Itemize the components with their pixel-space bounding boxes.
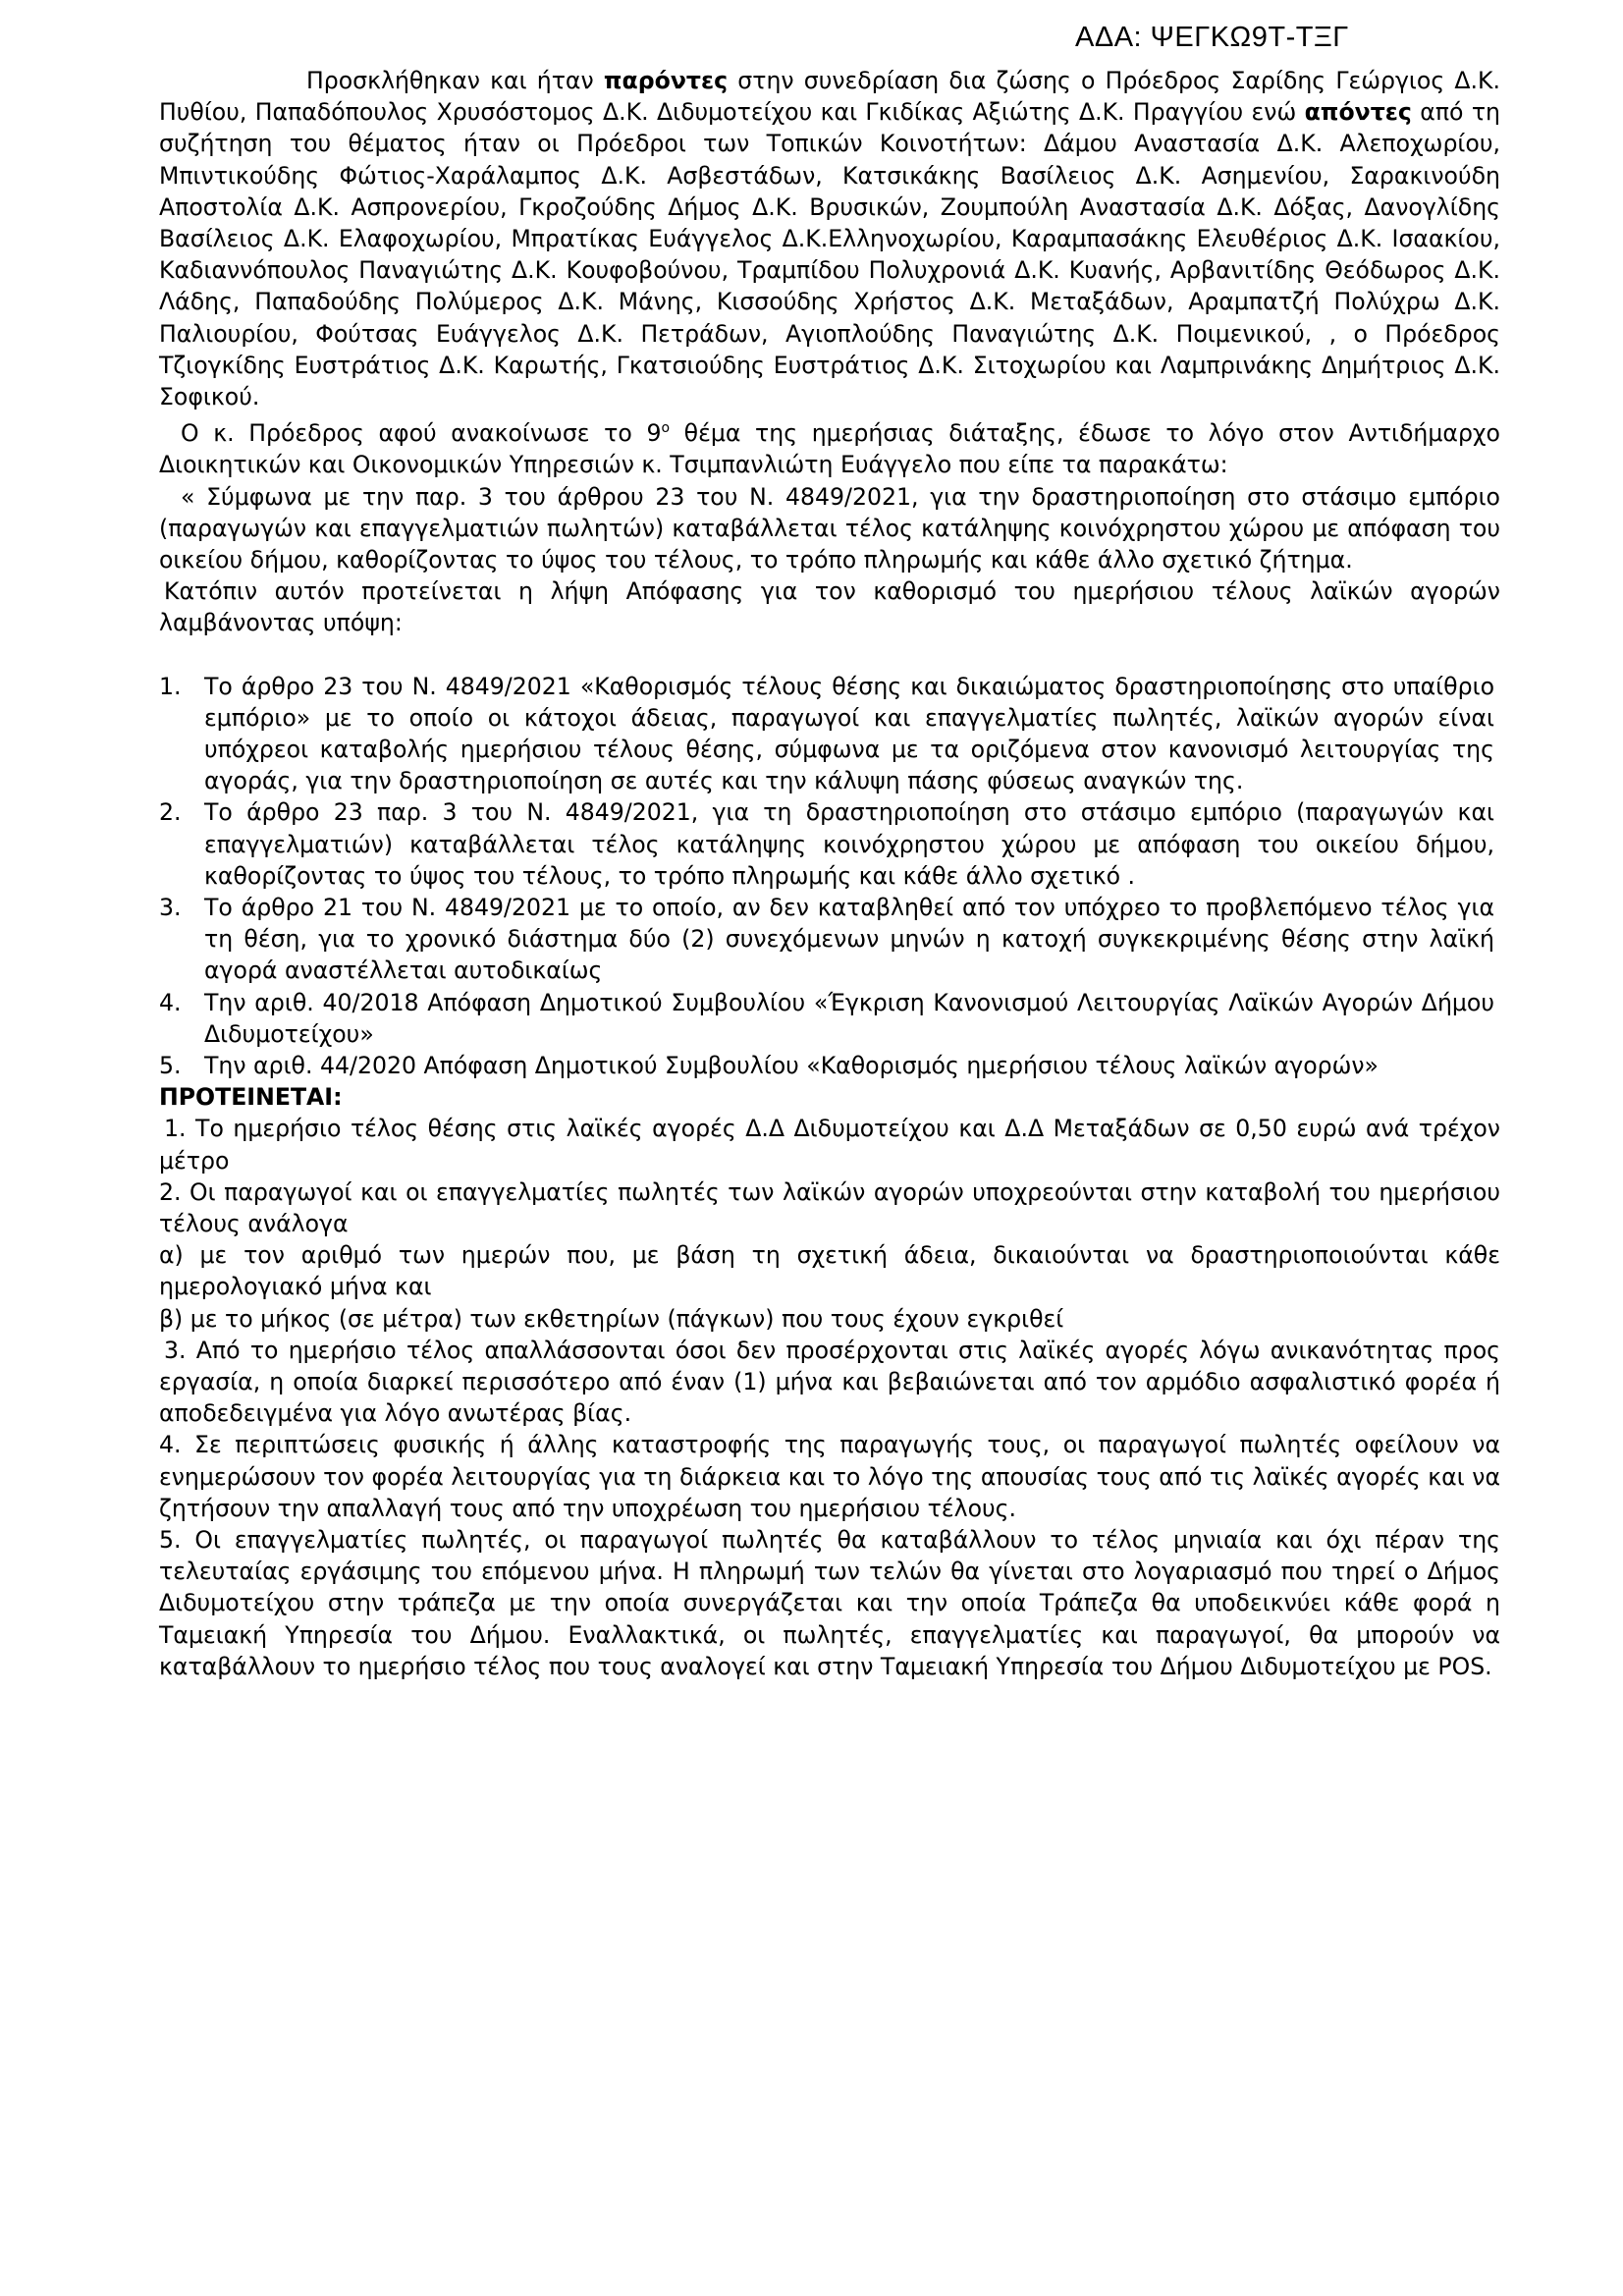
- ordinal-sup: ο: [661, 420, 671, 437]
- chair-text-1: Ο κ. Πρόεδρος αφού ανακοίνωσε το 9: [181, 419, 662, 448]
- list-item: [159, 892, 1500, 987]
- attendance-paragraph: [159, 65, 1500, 412]
- list-number: 5.: [159, 1051, 182, 1079]
- proposal-item-2b: β) με το μήκος (σε μέτρα) των εκθετηρίων (πάγκων) που τους έχουν εγκριθεί: [159, 1304, 1064, 1333]
- proposal-item-3: 3. Από το ημερήσιο τέλος απαλλάσσονται όσοι δεν προσέρχονται στις λαϊκές αγορές λόγω ανικανότητας προς εργασία, η οποία διαρκεί περισσότερο από έναν (1) μήνα και βεβαιώνεται από τον αρμόδιο ασφαλιστικό φορέα ή αποδεδειγμένα για λόγο ανωτέρας βίας.: [159, 1336, 1500, 1428]
- ada-code: ΑΔΑ: ΨΕΓΚΩ9Τ-ΤΞΓ: [1075, 22, 1349, 53]
- list-item: [159, 1050, 1500, 1081]
- list-number: 1.: [159, 672, 182, 700]
- proposal-item-2a: α) με τον αριθμό των ημερών που, με βάση τη σχετική άδεια, δικαιούνται να δραστηριοποιούνται κάθε ημερολογιακό μήνα και: [159, 1241, 1500, 1301]
- list-item: [159, 671, 1500, 797]
- list-item-text: Το άρθρο 23 του Ν. 4849/2021 «Καθορισμός τέλους θέσης και δικαιώματος δραστηριοποίησης στο υπαίθριο εμπόριο» με το οποίο οι κάτοχοι άδειας, παραγωγοί και επαγγελματίες πωλητές, λαϊκών αγορών είναι υπόχρεοι καταβολής ημερήσιου τέλους θέσης, σύμφωνα με τα οριζόμενα στον κανονισμό λειτουργίας της αγοράς, για την δραστηριοποίηση σε αυτές και την κάλυψη πάσης φύσεως αναγκών της.: [204, 672, 1494, 795]
- proposal-item-1: 1. Το ημερήσιο τέλος θέσης στις λαϊκές αγορές Δ.Δ Διδυμοτείχου και Δ.Δ Μεταξάδων σε 0,50 ευρώ ανά τρέχον μέτρο: [159, 1115, 1500, 1175]
- proposal-item-4: 4. Σε περιπτώσεις φυσικής ή άλλης καταστροφής της παραγωγής τους, οι παραγωγοί πωλητές οφείλουν να ενημερώσουν τον φορέα λειτουργίας για τη διάρκεια και το λόγο της απουσίας τους από τις λαϊκές αγορές και να ζητήσουν την απαλλαγή τους από την υποχρέωση του ημερήσιου τέλους.: [159, 1431, 1500, 1522]
- list-item-text: Την αριθ. 40/2018 Απόφαση Δημοτικού Συμβουλίου «Έγκριση Κανονισμού Λειτουργίας Λαϊκών Αγορών Δήμου Διδυμοτείχου»: [204, 988, 1494, 1048]
- list-item: [159, 796, 1500, 892]
- list-number: 2.: [159, 798, 182, 827]
- chair-text-2: θέμα της ημερήσιας διάταξης, έδωσε το λόγο στον Αντιδήμαρχο Διοικητικών και Οικονομικών Υπηρεσιών κ. Τσιμπανλιώτη Ευάγγελο που είπε τα παρακάτω:: [159, 419, 1500, 479]
- proposal-heading: ΠΡΟΤΕΙΝΕΤΑΙ:: [159, 1083, 343, 1112]
- legal-basis-paragraph: « Σύμφωνα με την παρ. 3 του άρθρου 23 του Ν. 4849/2021, για την δραστηριοποίηση στο στάσιμο εμπόριο (παραγωγών και επαγγελματιών πωλητών) καταβάλλεται τέλος κατάληψης κοινόχρηστου χώρου με απόφαση του οικείου δήμου, καθορίζοντας το ύψος του τέλους, το τρόπο πληρωμής και κάθε άλλο σχετικό ζήτημα.: [159, 482, 1500, 574]
- proposal-item-2: 2. Οι παραγωγοί και οι επαγγελματίες πωλητές των λαϊκών αγορών υποχρεούνται στην καταβολή του ημερήσιου τέλους ανάλογα: [159, 1177, 1500, 1237]
- list-item-text: Το άρθρο 21 του Ν. 4849/2021 με το οποίο, αν δεν καταβληθεί από τον υπόχρεο το προβλεπόμενο τέλος για τη θέση, για το χρονικό διάστημα δύο (2) συνεχόμενων μηνών η κατοχή συγκεκριμένης θέσης στην λαϊκή αγορά αναστέλλεται αυτοδικαίως: [204, 893, 1494, 985]
- spacer: [159, 639, 1500, 671]
- chair-paragraph: [159, 412, 1500, 480]
- present-label: παρόντες: [603, 67, 729, 94]
- document-body: [159, 65, 1500, 1682]
- list-item-text: Το άρθρο 23 παρ. 3 του Ν. 4849/2021, για τη δραστηριοποίηση στο στάσιμο εμπόριο (παραγωγών και επαγγελματιών) καταβάλλεται τέλος κατάληψης κοινόχρηστου χώρου με απόφαση του οικείου δήμου, καθορίζοντας το ύψος του τέλους, το τρόπο πληρωμής και κάθε άλλο σχετικό .: [204, 798, 1494, 890]
- list-item: [159, 987, 1500, 1050]
- proposal-item-5: 5. Οι επαγγελματίες πωλητές, οι παραγωγοί πωλητές θα καταβάλλουν το τέλος μηνιαία και όχι πέραν της τελευταίας εργάσιμης του επόμενου μήνα. Η πληρωμή των τελών θα γίνεται στο λογαριασμό που τηρεί ο Δήμος Διδυμοτείχου στην τράπεζα με την οποία συνεργάζεται και την οποία Τράπεζα θα υποδεικνύει κάθε φορά η Ταμειακή Υπηρεσία του Δήμου. Εναλλακτικά, οι πωλητές, επαγγελματίες και παραγωγοί, θα μπορούν να καταβάλλουν το ημερήσιο τέλος που τους αναλογεί και στην Ταμειακή Υπηρεσία του Δήμου Διδυμοτείχου με POS.: [159, 1526, 1500, 1680]
- list-number: 3.: [159, 893, 182, 921]
- considerations-list: [159, 671, 1500, 1082]
- attendance-text-3: από τη συζήτηση του θέματος ήταν οι Πρόεδροι των Τοπικών Κοινοτήτων: Δάμου Αναστασία Δ.Κ. Αλεποχωρίου, Μπιντικούδης Φώτιος-Χαράλαμπος Δ.Κ. Ασβεστάδων, Κατσικάκης Βασίλειος Δ.Κ. Ασημενίου, Σαρακινούδη Αποστολία Δ.Κ. Ασπρονερίου, Γκροζούδης Δήμος Δ.Κ. Βρυσικών, Ζουμπούλη Αναστασία Δ.Κ. Δόξας, Δανογλίδης Βασίλειος Δ.Κ. Ελαφοχωρίου, Μπρατίκας Ευάγγελος Δ.Κ.Ελληνοχωρίου, Καραμπασάκης Ελευθέριος Δ.Κ. Ισαακίου, Καδιαννόπουλος Παναγιώτης Δ.Κ. Κουφοβούνου, Τραμπίδου Πολυχρονιά Δ.Κ. Κυανής, Αρβανιτίδης Θεόδωρος Δ.Κ. Λάδης, Παπαδούδης Πολύμερος Δ.Κ. Μάνης, Κισσούδης Χρήστος Δ.Κ. Μεταξάδων, Αραμπατζή Πολύχρω Δ.Κ. Παλιουρίου, Φούτσας Ευάγγελος Δ.Κ. Πετράδων, Αγιοπλούδης Παναγιώτης Δ.Κ. Ποιμενικού, , ο Πρόεδρος Τζιογκίδης Ευστράτιος Δ.Κ. Καρωτής, Γκατσιούδης Ευστράτιος Δ.Κ. Σιτοχωρίου και Λαμπρινάκης Δημήτριος Δ.Κ. Σοφικού.: [159, 98, 1501, 411]
- attendance-text-1: Προσκλήθηκαν και ήταν: [306, 67, 604, 94]
- proposal-intro-paragraph: Κατόπιν αυτόν προτείνεται η λήψη Απόφασης για τον καθορισμό του ημερήσιου τέλους λαϊκών αγορών λαμβάνοντας υπόψη:: [159, 577, 1500, 637]
- list-item-text: Την αριθ. 44/2020 Απόφαση Δημοτικού Συμβουλίου «Καθορισμός ημερήσιου τέλους λαϊκών αγορών»: [204, 1051, 1379, 1079]
- absent-label: απόντες: [1304, 98, 1412, 127]
- attendance-text-2: στην συνεδρίαση δια ζώσης ο Πρόεδρος Σαρίδης Γεώργιος Δ.Κ. Πυθίου, Παπαδόπουλος Χρυσόστομος Δ.Κ. Διδυμοτείχου και Γκιδίκας Αξιώτης Δ.Κ. Πραγγίου ενώ: [159, 67, 1500, 127]
- list-number: 4.: [159, 988, 182, 1016]
